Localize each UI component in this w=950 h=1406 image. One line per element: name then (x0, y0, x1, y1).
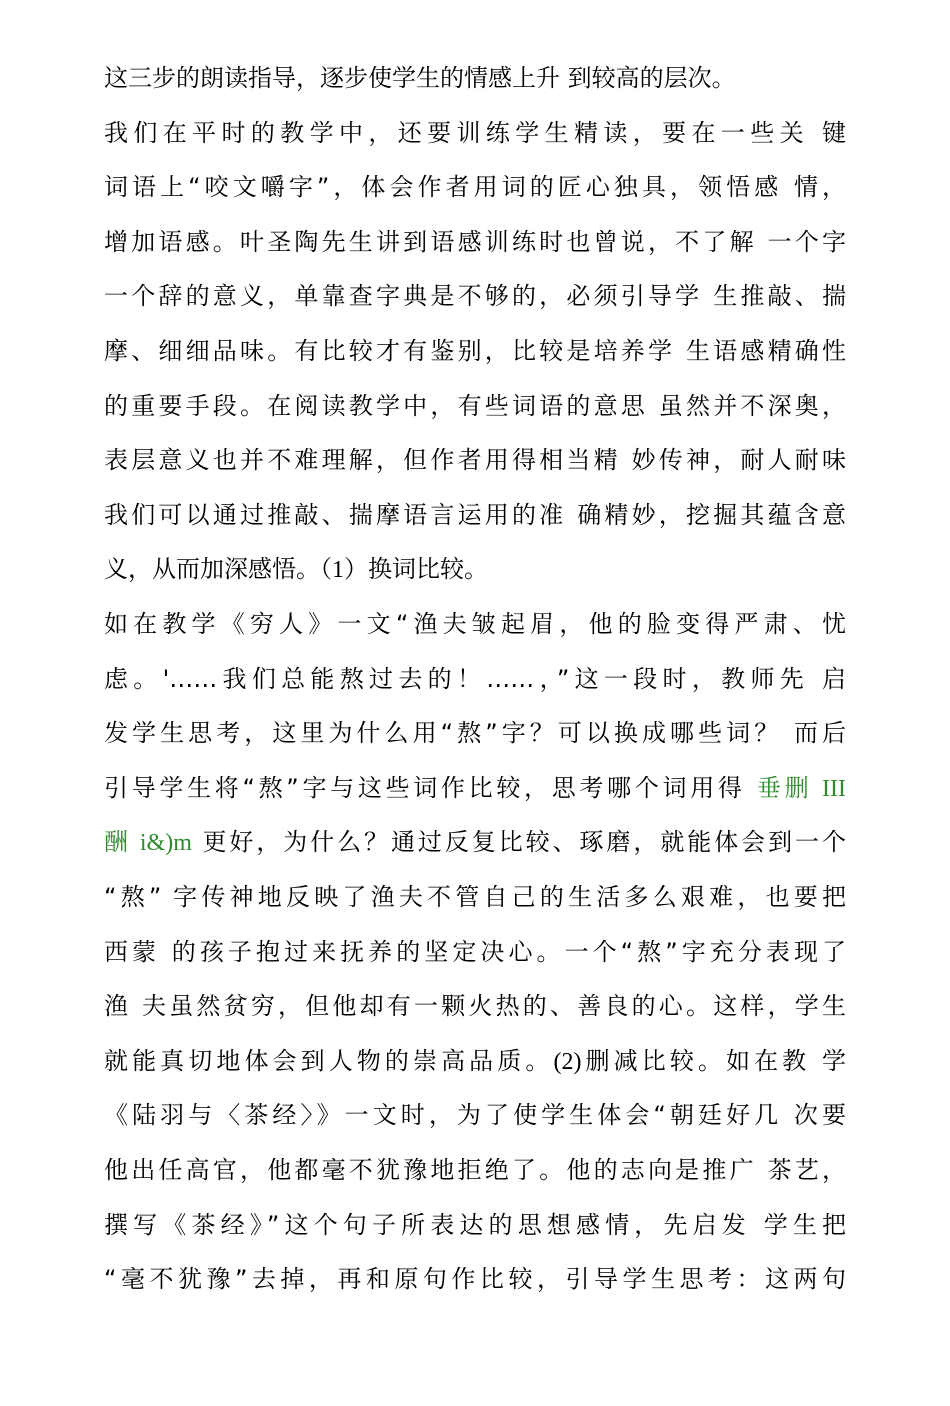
text-segment: 摩、细细品味。有比较才有鉴别，比较是培养学 生语感精确性 (104, 337, 846, 365)
text-segment: 撰写《茶经》”这个句子所表达的思想感情，先启发 学生把 (104, 1210, 846, 1239)
text-line (104, 553, 846, 585)
text-line (104, 990, 846, 1022)
text-line (104, 1154, 846, 1186)
text-segment: 垂删 III (756, 775, 846, 802)
text-segment: 的重要手段。在阅读教学中，有些词语的意思 虽然并不深奥， (104, 391, 846, 420)
text-segment: 就能真切地体会到人物的崇高品质。 (104, 1046, 554, 1075)
text-segment: 西蒙 的孩子抱过来抚养的坚定决心。一个“熬”字充分表现了 (104, 937, 846, 966)
text-line (104, 1263, 846, 1295)
text-line (104, 881, 846, 913)
text-segment: (2) (553, 1048, 582, 1075)
text-segment: 我们可以通过推敲、揣摩语言运用的准 确精妙，挖掘其蕴含意 (104, 500, 846, 529)
text-line (104, 1099, 846, 1131)
text-segment: 义，从而加深感悟。 (104, 555, 320, 584)
text-segment: 他出任高官，他都毫不犹豫地拒绝了。他的志向是推广 茶艺， (104, 1156, 846, 1184)
text-segment: “毫不犹豫”去掉，再和原句作比较，引导学生思考：这两句 (104, 1265, 846, 1294)
text-line (104, 226, 846, 258)
text-segment: 《陆羽与〈茶经〉》一文时，为了使学生体会“朝廷好几 次要 (104, 1101, 846, 1130)
text-segment: 渔 夫虽然贫穷，但他却有一颗火热的、善良的心。这样，学生 (104, 992, 846, 1021)
text-segment: 表层意义也并不难理解，但作者用得相当精 妙传神，耐人耐味 (104, 446, 846, 475)
text-segment: 我们在平时的教学中，还要训练学生精读，要在一些关 键 (104, 118, 846, 147)
text-line (104, 663, 846, 695)
text-segment: 删减比较。如在教 学 (581, 1046, 846, 1075)
text-line (104, 1209, 846, 1241)
text-segment: 词语上“咬文嚼字”，体会作者用词的匠心独具，领悟感 情， (104, 173, 846, 202)
text-segment: 更好，为什么？通过反复比较、琢磨，就能体会到一个 (191, 828, 846, 857)
text-line (104, 335, 846, 367)
text-segment: 一个辞的意义，单靠查字典是不够的，必须引导学 生推敲、揣 (104, 282, 846, 311)
text-line (104, 608, 846, 640)
text-line (104, 499, 846, 531)
text-line (104, 826, 846, 858)
text-line (104, 772, 846, 804)
text-segment: 换词比较。 (368, 555, 488, 584)
text-line (104, 390, 846, 422)
text-line (104, 717, 846, 749)
text-line (104, 117, 846, 149)
text-segment: “熬” 字传神地反映了渔夫不管自己的生活多么艰难，也要把 (104, 883, 846, 911)
text-segment: 这三步的朗读指导，逐步使学生的情感上升 到较高的层次。 (104, 64, 736, 92)
text-segment: 增加语感。叶圣陶先生讲到语感训练时也曾说，不了解 一个字 (104, 227, 846, 256)
text-line (104, 936, 846, 968)
text-line (104, 62, 846, 94)
text-segment: 发学生思考，这里为什么用“熬”字？可以换成哪些词？ 而后 (104, 719, 846, 748)
text-segment: 如在教学《穷人》一文“渔夫皱起眉，他的脸变得严肃、忧 (104, 610, 846, 638)
text-line (104, 1045, 846, 1077)
text-line (104, 444, 846, 476)
text-segment: 酬 i&)m (104, 830, 192, 857)
text-segment: 引导学生将“熬”字与这些词作比较，思考哪个词用得 (104, 773, 757, 802)
text-segment: （1） (320, 557, 368, 584)
text-line (104, 280, 846, 312)
text-line (104, 171, 846, 203)
text-segment: 虑。'……我们总能熬过去的！……，”这一段时，教师先 启 (104, 664, 846, 693)
